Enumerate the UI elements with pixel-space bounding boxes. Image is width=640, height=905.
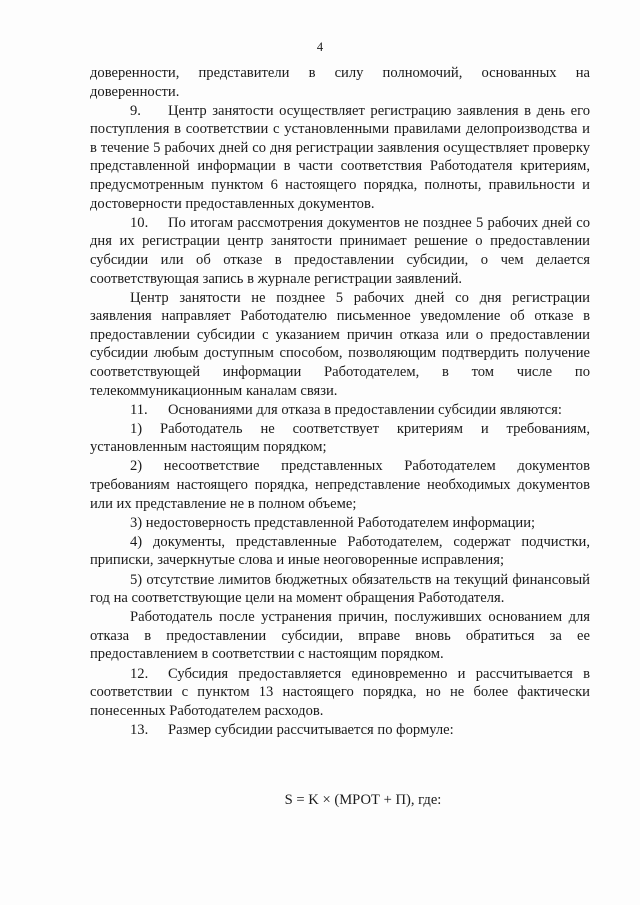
paragraph bbox=[90, 64, 590, 101]
paragraph-text: Размер субсидии рассчитывается по формуле: bbox=[168, 721, 454, 738]
paragraph bbox=[90, 721, 590, 740]
paragraph-text: Работодатель после устранения причин, послуживших основанием для отказа в предоставлении субсидии, вправе вновь обратиться за ее предоставлением в соответствии с настоящим порядком. bbox=[90, 609, 590, 663]
paragraph bbox=[90, 665, 590, 721]
formula: S = K × (МРОТ + П), где: bbox=[284, 792, 442, 808]
document-body bbox=[90, 64, 590, 740]
paragraph bbox=[90, 608, 590, 664]
paragraph-number: 9. bbox=[130, 102, 141, 119]
paragraph bbox=[90, 533, 590, 570]
paragraph bbox=[90, 514, 590, 533]
paragraph-text: доверенности, представители в силу полномочий, основанных на доверенности. bbox=[90, 65, 590, 100]
paragraph bbox=[90, 401, 590, 420]
paragraph bbox=[90, 289, 590, 401]
paragraph-text: 3) недостоверность представленной Работодателем информации; bbox=[130, 514, 536, 531]
paragraph-text: 2) несоответствие представленных Работодателем документов требованиям настоящего порядка, непредставление необходимых документов или их представление не в полном объеме; bbox=[90, 458, 590, 512]
page-number: 4 bbox=[316, 40, 324, 54]
paragraph-text: Основаниями для отказа в предоставлении субсидии являются: bbox=[168, 401, 562, 418]
paragraph bbox=[90, 457, 590, 513]
paragraph bbox=[90, 571, 590, 608]
paragraph-number: 11. bbox=[130, 401, 148, 418]
paragraph-number: 10. bbox=[130, 214, 149, 231]
paragraph bbox=[90, 214, 590, 288]
paragraph-text: 4) документы, представленные Работодателем, содержат подчистки, приписки, зачеркнутые слова и иные неоговоренные исправления; bbox=[90, 533, 590, 569]
paragraph-number: 12. bbox=[130, 665, 149, 682]
paragraph-text: 5) отсутствие лимитов бюджетных обязательств на текущий финансовый год на соответствующие цели на момент обращения Работодателя. bbox=[90, 571, 590, 607]
paragraph-text: Субсидия предоставляется единовременно и рассчитывается в соответствии с пунктом 13 настоящего порядка, но не более фактически понесенных Работодателем расходов. bbox=[90, 665, 590, 719]
paragraph bbox=[90, 420, 590, 457]
paragraph-number: 13. bbox=[130, 721, 149, 738]
paragraph-text: Центр занятости не позднее 5 рабочих дней со дня регистрации заявления направляет Работодателю письменное уведомление об отказе в предоставлении субсидии с указанием причин отказа или о предоставлении субсидии любым доступным способом, позволяющим подтвердить получение соответствующей информации Работодателем, в том числе по телекоммуникационным каналам связи. bbox=[90, 289, 590, 399]
paragraph-text: 1) Работодатель не соответствует критериям и требованиям, установленным настоящим порядком; bbox=[90, 420, 590, 456]
paragraph-text: По итогам рассмотрения документов не позднее 5 рабочих дней со дня их регистрации центр занятости принимает решение о предоставлении субсидии или об отказе в предоставлении субсидии, о чем делается соответствующая запись в журнале регистрации заявлений. bbox=[90, 214, 590, 287]
paragraph-text: Центр занятости осуществляет регистрацию заявления в день его поступления в соответствии с установленными правилами делопроизводства и в течение 5 рабочих дней со дня регистрации заявления осуществляет проверку представленной информации в части соответствия Работодателя критериям, предусмотренным пунктом 6 настоящего порядка, полноты, правильности и достоверности предоставленных документов. bbox=[90, 102, 590, 212]
paragraph bbox=[90, 102, 590, 214]
